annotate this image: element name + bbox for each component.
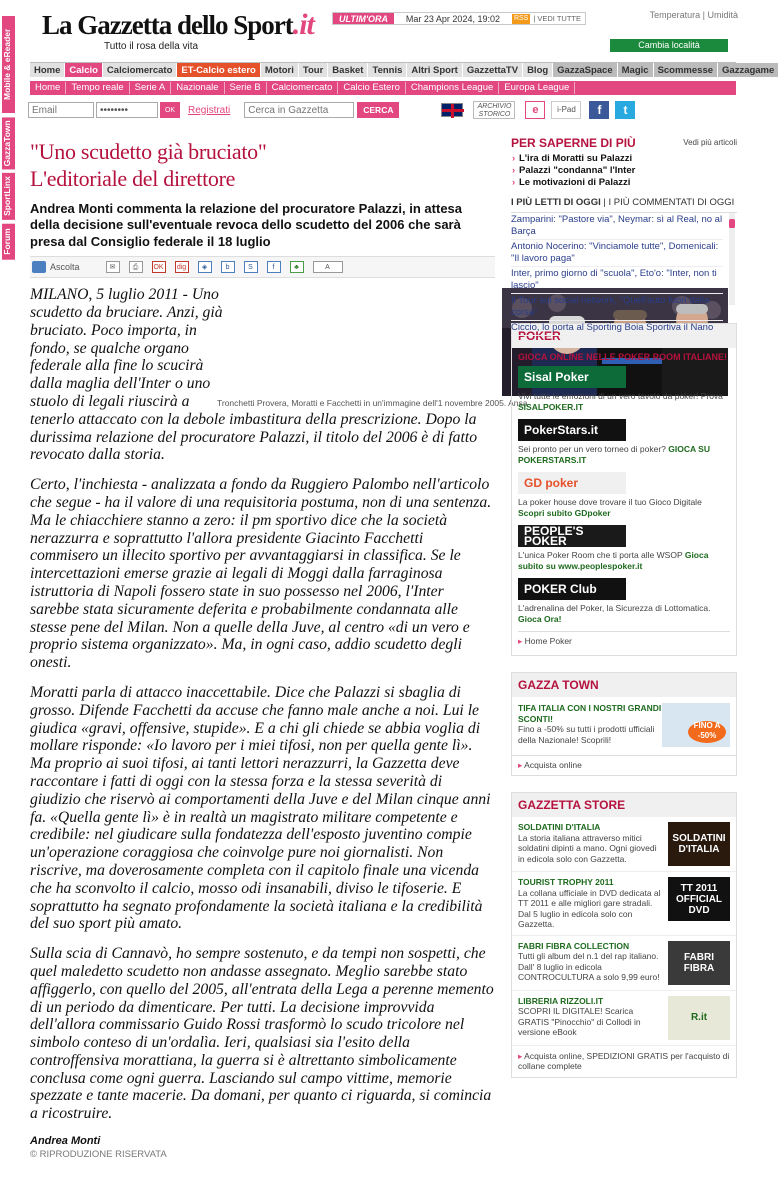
store-item-info bbox=[518, 996, 664, 1040]
nav-tab-basket[interactable]: Basket bbox=[328, 63, 368, 77]
article-column bbox=[30, 138, 528, 1161]
site-logo[interactable] bbox=[42, 8, 314, 54]
nav-tab-calcio[interactable]: Calcio bbox=[65, 63, 103, 77]
side-tab-sportlinx[interactable]: SportLinx bbox=[2, 173, 15, 220]
store-item-text: Tutti gli album del n.1 del rap italiano. Dall' 8 luglio in edicola CONTROCULTURA a solo 9,99 euro! bbox=[518, 951, 660, 982]
most-read-item[interactable]: Antonio Nocerino: "Vinciamole tutte", Domenicali: "Il lavoro paga" bbox=[511, 240, 723, 267]
email-input[interactable] bbox=[28, 102, 94, 118]
store-item-image: R.it bbox=[668, 996, 730, 1040]
poker-text: La poker house dove trovare il tuo Gioco Digitale bbox=[518, 497, 702, 507]
article-summary: Andrea Monti commenta la relazione del procuratore Palazzi, in attesa della decisione sull'eventuale revoca dello scudetto del 2006 che sarà presa dal Consiglio federale il 18 luglio bbox=[30, 201, 463, 249]
more-articles-link[interactable]: Vedi più articoli bbox=[683, 138, 737, 147]
listen-button[interactable] bbox=[32, 261, 80, 273]
delicious-icon[interactable]: ◈ bbox=[198, 261, 212, 273]
poker-text: L'unica Poker Room che ti porta alle WSOP bbox=[518, 550, 685, 560]
home-poker-link[interactable]: ▸ Home Poker bbox=[518, 631, 730, 651]
subnav-calcio-estero[interactable]: Calcio Estero bbox=[338, 82, 406, 94]
nav-tab-calciomercato[interactable]: Calciomercato bbox=[103, 63, 177, 77]
store-item-image: SOLDATINI D'ITALIA bbox=[668, 822, 730, 866]
store-heading: GAZZETTA STORE bbox=[512, 793, 736, 817]
logo-suffix: .it bbox=[292, 8, 314, 41]
store-item-title[interactable]: TOURIST TROPHY 2011 bbox=[518, 877, 614, 887]
nav-tab-magic[interactable]: Magic bbox=[618, 63, 654, 77]
change-location-button[interactable]: Cambia località bbox=[610, 39, 728, 52]
photo-caption: Tronchetti Provera, Moratti e Facchetti in un'immagine dell'1 novembre 2005. Ansa bbox=[217, 398, 528, 408]
nav-tab-blog[interactable]: Blog bbox=[523, 63, 553, 77]
store-item-text: La storia italiana attraverso mitici soldatini dipinti a mano. Ogni giovedì in edicola solo con Gazzetta. bbox=[518, 832, 657, 864]
poker-text: Vivi tutte le emozioni di un vero tavolo da poker! Prova bbox=[518, 391, 723, 401]
more-about-title: PER SAPERNE DI PIÙ bbox=[511, 136, 636, 150]
subnav-nazionale[interactable]: Nazionale bbox=[171, 82, 224, 94]
gazzatown-headline: TIFA ITALIA CON I NOSTRI GRANDI SCONTI! bbox=[518, 703, 662, 724]
poker-room-item[interactable] bbox=[518, 419, 730, 465]
article-title bbox=[30, 138, 495, 192]
font-size-icon[interactable]: A bbox=[313, 261, 343, 273]
more-about-heading bbox=[511, 136, 737, 150]
speaker-icon bbox=[32, 261, 46, 273]
search-input[interactable] bbox=[244, 102, 354, 118]
gazzatown-heading: GAZZA TOWN bbox=[512, 673, 736, 697]
copyright-notice: © RIPRODUZIONE RISERVATA bbox=[30, 1149, 167, 1161]
store-item-title[interactable]: SOLDATINI D'ITALIA bbox=[518, 822, 601, 832]
segnalo-icon[interactable]: S bbox=[244, 261, 258, 273]
right-sidebar bbox=[511, 136, 737, 1078]
register-link[interactable]: Registrati bbox=[188, 104, 231, 116]
tab-most-read[interactable]: I PIÙ LETTI DI OGGI bbox=[511, 197, 601, 208]
store-item-text: La collana ufficiale in DVD dedicata al TT 2011 e alle migliori gare stradali. Dal 5 luglio in edicola solo con Gazzetta. bbox=[518, 887, 661, 929]
jersey-image bbox=[662, 703, 730, 747]
nav-tab-scommesse[interactable]: Scommesse bbox=[654, 63, 718, 77]
poker-cta-link[interactable]: SISALPOKER.IT bbox=[518, 401, 584, 412]
poker-text: Sei pronto per un vero torneo di poker? bbox=[518, 444, 669, 454]
ticker-date: Mar 23 Apr 2024, 19:02 bbox=[405, 13, 500, 24]
weather-links[interactable]: Temperatura | Umidità bbox=[649, 10, 738, 20]
poker-cta-link[interactable]: GIOCA SU POKERSTARS.IT bbox=[518, 444, 710, 465]
logo-text: La Gazzetta dello Sport bbox=[42, 10, 293, 40]
related-link[interactable]: › Palazzi "condanna" l'Inter bbox=[511, 165, 737, 177]
bookmark-icon[interactable]: b bbox=[221, 261, 235, 273]
store-footer-text: Acquista online, SPEDIZIONI GRATIS per l'acquisto di collane complete bbox=[518, 1050, 730, 1071]
poker-logo: GD poker bbox=[518, 472, 626, 494]
uk-flag-icon[interactable] bbox=[441, 103, 463, 117]
list-scrollbar[interactable] bbox=[729, 213, 735, 305]
subnav-serie-b[interactable]: Serie B bbox=[225, 82, 267, 94]
tagline: Tutto il rosa della vita bbox=[104, 41, 199, 52]
article-body bbox=[30, 286, 528, 1123]
store-box bbox=[511, 792, 737, 1078]
nav-tab-et-calcio-estero[interactable]: ET-Calcio estero bbox=[177, 63, 260, 77]
store-item-title[interactable]: FABRI FIBRA COLLECTION bbox=[518, 940, 630, 951]
store-item-title[interactable]: LIBRERIA RIZZOLI.IT bbox=[518, 995, 604, 1006]
poker-cta-link[interactable]: Scopri subito GDpoker bbox=[518, 507, 611, 518]
ticker-label: ULTIM'ORA bbox=[333, 13, 394, 24]
subnav-europa-league[interactable]: Europa League bbox=[499, 82, 575, 94]
sub-nav bbox=[30, 81, 736, 95]
digg-icon[interactable]: dig bbox=[175, 261, 189, 273]
scrollbar-thumb[interactable] bbox=[729, 219, 735, 229]
edicola-icon[interactable]: e bbox=[525, 101, 545, 119]
tab-most-commented[interactable]: I PIÙ COMMENTATI DI OGGI bbox=[608, 197, 735, 208]
nav-tab-gazzettatv[interactable]: GazzettaTV bbox=[463, 63, 523, 77]
popular-tabs: I PIÙ LETTI DI OGGI | I PIÙ COMMENTATI DI OGGI bbox=[511, 197, 737, 213]
store-item-image: FABRI FIBRA bbox=[668, 941, 730, 985]
poker-room-item[interactable] bbox=[518, 578, 730, 624]
dateline: MILANO, 5 luglio 2011 - bbox=[30, 286, 188, 304]
poker-subtitle: GIOCA ONLINE NELLE POKER ROOM ITALIANE! bbox=[518, 352, 727, 362]
related-links bbox=[511, 153, 737, 189]
most-read-item[interactable]: Ciccio, lo porta al Sporting Boia Sportiva il Nano bbox=[511, 321, 723, 336]
print-icon[interactable]: ⎙ bbox=[129, 261, 143, 273]
subnav-calciomercato[interactable]: Calciomercato bbox=[267, 82, 339, 94]
related-link[interactable]: › L'ira di Moratti su Palazzi bbox=[511, 153, 737, 165]
author-name: Andrea Monti bbox=[30, 1135, 101, 1148]
rss-icon[interactable]: RSS bbox=[513, 14, 529, 22]
facebook-icon[interactable]: f bbox=[589, 101, 609, 119]
main-nav bbox=[30, 62, 775, 77]
subnav-tempo-reale[interactable]: Tempo reale bbox=[66, 82, 129, 94]
side-tabs bbox=[2, 0, 15, 260]
paragraph-1-text: Uno scudetto da bruciare. Anzi, già bruciato. Poco importa, in fondo, se qualche organo federale alla fine lo scucirà dalla maglia dell'Inter o uno stuolo di legali riuscirà a tenerlo attaccato con la debole imbastitura della prescrizione. Dopo la durissima relazione del procuratore Palazzi, il titolo del 2006 è di fatto revocato dalla storia. bbox=[30, 286, 478, 464]
store-item[interactable] bbox=[512, 817, 736, 872]
ipad-button[interactable]: i-Pad bbox=[551, 101, 581, 119]
nav-tab-motori[interactable]: Motori bbox=[261, 63, 299, 77]
subnav-home[interactable]: Home bbox=[30, 82, 66, 94]
store-item-text: SCOPRI IL DIGITALE! Scarica GRATIS "Pinocchio" di Collodi in versione eBook bbox=[518, 1006, 641, 1037]
myspace-icon[interactable]: ♣ bbox=[290, 261, 304, 273]
discount-badge: FINO A -50% bbox=[688, 721, 726, 743]
nav-tab-home[interactable]: Home bbox=[30, 63, 65, 77]
gazzatown-box bbox=[511, 672, 737, 776]
poker-logo: POKER Club bbox=[518, 578, 626, 600]
related-link[interactable]: › Le motivazioni di Palazzi bbox=[511, 177, 737, 189]
article-title-line1: "Uno scudetto già bruciato" bbox=[30, 139, 267, 164]
gazzatown-promo[interactable] bbox=[512, 697, 736, 753]
nav-tab-tennis[interactable]: Tennis bbox=[368, 63, 407, 77]
email-share-icon[interactable]: ✉ bbox=[106, 261, 120, 273]
nav-tab-altri-sport[interactable]: Altri Sport bbox=[407, 63, 462, 77]
poker-room-item[interactable] bbox=[518, 366, 730, 412]
login-ok-button[interactable]: OK bbox=[160, 102, 180, 118]
nav-tab-gazzagame[interactable]: Gazzagame bbox=[718, 63, 779, 77]
store-item-image: TT 2011 OFFICIAL DVD bbox=[668, 877, 730, 921]
ticker-see-all-link[interactable]: | VEDI TUTTE bbox=[533, 14, 581, 23]
article-paragraph-3: Moratti parla di attacco inaccettabile. Dice che Palazzi si sbaglia di grosso. Difende Facchetti da accuse che fanno male anche a noi. Lui le giudica «gravi, offensive, stupide». E a chi gli chiede se abbia voglia di mollare risponde: «Io lavoro per i miei tifosi, non per quella gente lì». Ma proprio ai suoi tifosi, ai tanti lettori nerazzurri, la Gazzetta deve raccontare i fatti di oggi con la stessa forza e la stessa severità di giudizio che riservò ai comportamenti della Juve e del Milan cinque anni fa. «Quella gente lì» è in realtà un magistrato militare competente e credibile: nel giudicare sulla fondatezza dell'esposto juventino compie un'operazione coraggiosa che coinvolge pure noi giornalisti. Non riscrive, ma doverosamente completa con il capitolo finale una vicenda che ha sconvolto il calcio, mosso odi insanabili, diviso le tifoserie. E soprattutto ha segnato profondamente la società italiana e la credibilità del suo sport più amato. bbox=[30, 683, 491, 933]
most-read-item[interactable]: Zamparini: "Pastore via", Neymar: sì al Real, no al Barça bbox=[511, 213, 723, 240]
archive-button[interactable]: ARCHIVIO STORICO bbox=[473, 101, 515, 119]
side-tab-mobile[interactable]: Mobile & eReader bbox=[2, 16, 15, 113]
store-footer[interactable]: ▸ Acquista online, SPEDIZIONI GRATIS per l'acquisto di collane complete bbox=[518, 1050, 730, 1071]
poker-text: L'adrenalina del Poker, la Sicurezza di Lottomatica. bbox=[518, 603, 711, 613]
poker-room-item[interactable] bbox=[518, 525, 730, 571]
twitter-icon[interactable]: t bbox=[615, 101, 635, 119]
subnav-champions-league[interactable]: Champions League bbox=[406, 82, 499, 94]
store-item[interactable] bbox=[512, 936, 736, 991]
store-item-info bbox=[518, 822, 664, 866]
store-item-info bbox=[518, 941, 664, 985]
side-tab-forum[interactable]: Forum bbox=[2, 224, 15, 260]
most-read-item[interactable]: Inter, primo giorno di "scuola", Eto'o: "Inter, non ti lascio" bbox=[511, 267, 723, 294]
home-poker-label: Home Poker bbox=[524, 636, 572, 646]
store-item[interactable] bbox=[512, 991, 736, 1046]
article-paragraph-4: Sulla scia di Cannavò, ho sempre sostenuto, e da tempi non sospetti, che quel maledetto scudetto non andasse assegnato. Meglio sarebbe stato affiggerlo, con quello del 2005, all'entrata della Lega a perenne memento di un periodo da dimenticare. Per tutti. La decisione improvvida dell'allora commissario Guido Rossi trasformò lo scudo tricolore nel simbolo conteso di un'ordalìa. Ieri, qualsiasi sia l'esito della controffensiva morattiana, la guerra si è altrettanto simbolicamente conclusa come ogni guerra. Lasciando sul campo vittime, memorie spezzate e tante macerie. Da domani, per quanto ci riguarda, si comincia a ricostruire. bbox=[30, 945, 494, 1123]
gazzatown-buy-label: Acquista online bbox=[524, 760, 582, 770]
nav-tab-gazzaspace[interactable]: GazzaSpace bbox=[553, 63, 617, 77]
article-title-line2: L'editoriale del direttore bbox=[30, 166, 236, 191]
poker-cta-link[interactable]: Gioca Ora! bbox=[518, 613, 562, 624]
article-paragraph-2: Certo, l'inchiesta - analizzata a fondo da Ruggiero Palombo nell'articolo che segue - ha il valore di una requisitoria postuma, non di una sentenza. Ma le chiacchiere stanno a zero: il pm sportivo dice che la società nerazzurra e soprattutto l'allora presidente Giacinto Facchetti commisero un illecito sportivo per avvantaggiarsi in classifica. Se le intercettazioni emerse grazie ai legali di Moggi dalla farraginosa istruttoria di Napoli fossero state in suo possesso nel 2006, l'Inter sarebbe stata sicuramente deferita e probabilmente condannata alle stesse pene del Milan. Non a quelle della Juve, al centro «di un vero e proprio sistema organizzato». Ma, in ogni caso, addio scudetto degli onesti. bbox=[30, 476, 492, 672]
poker-room-item[interactable] bbox=[518, 472, 730, 518]
nav-tab-tour[interactable]: Tour bbox=[299, 63, 328, 77]
password-input[interactable] bbox=[96, 102, 158, 118]
search-button[interactable]: CERCA bbox=[357, 102, 399, 118]
ok-notizie-icon[interactable]: OK bbox=[152, 261, 166, 273]
poker-heading: POKER bbox=[512, 324, 736, 348]
poker-box bbox=[511, 323, 737, 656]
poker-logo: PokerStars.it bbox=[518, 419, 626, 441]
store-item-info bbox=[518, 877, 664, 930]
side-tab-gazzatown[interactable]: GazzaTown bbox=[2, 117, 15, 169]
poker-cta-link[interactable]: Gioca subito su www.peoplespoker.it bbox=[518, 550, 709, 571]
store-item[interactable] bbox=[512, 872, 736, 936]
share-toolbar bbox=[30, 256, 495, 278]
poker-logo: Sisal Poker bbox=[518, 366, 626, 388]
subnav-serie-a[interactable]: Serie A bbox=[130, 82, 172, 94]
gazzatown-text: Fino a -50% su tutti i prodotti ufficiali della Nazionale! Scoprili! bbox=[518, 724, 655, 745]
poker-logo: PEOPLE'S POKER bbox=[518, 525, 626, 547]
listen-label: Ascolta bbox=[50, 262, 80, 273]
breaking-news-ticker[interactable] bbox=[332, 12, 586, 25]
most-read-item[interactable]: Il Tour sui social network, "Quell'auto fuori dalla corsa" bbox=[511, 294, 723, 321]
toolbar-row bbox=[28, 99, 736, 121]
most-read-list[interactable] bbox=[511, 213, 737, 333]
facebook-share-icon[interactable]: f bbox=[267, 261, 281, 273]
gazzatown-buy-link[interactable]: ▸ Acquista online bbox=[512, 755, 736, 775]
